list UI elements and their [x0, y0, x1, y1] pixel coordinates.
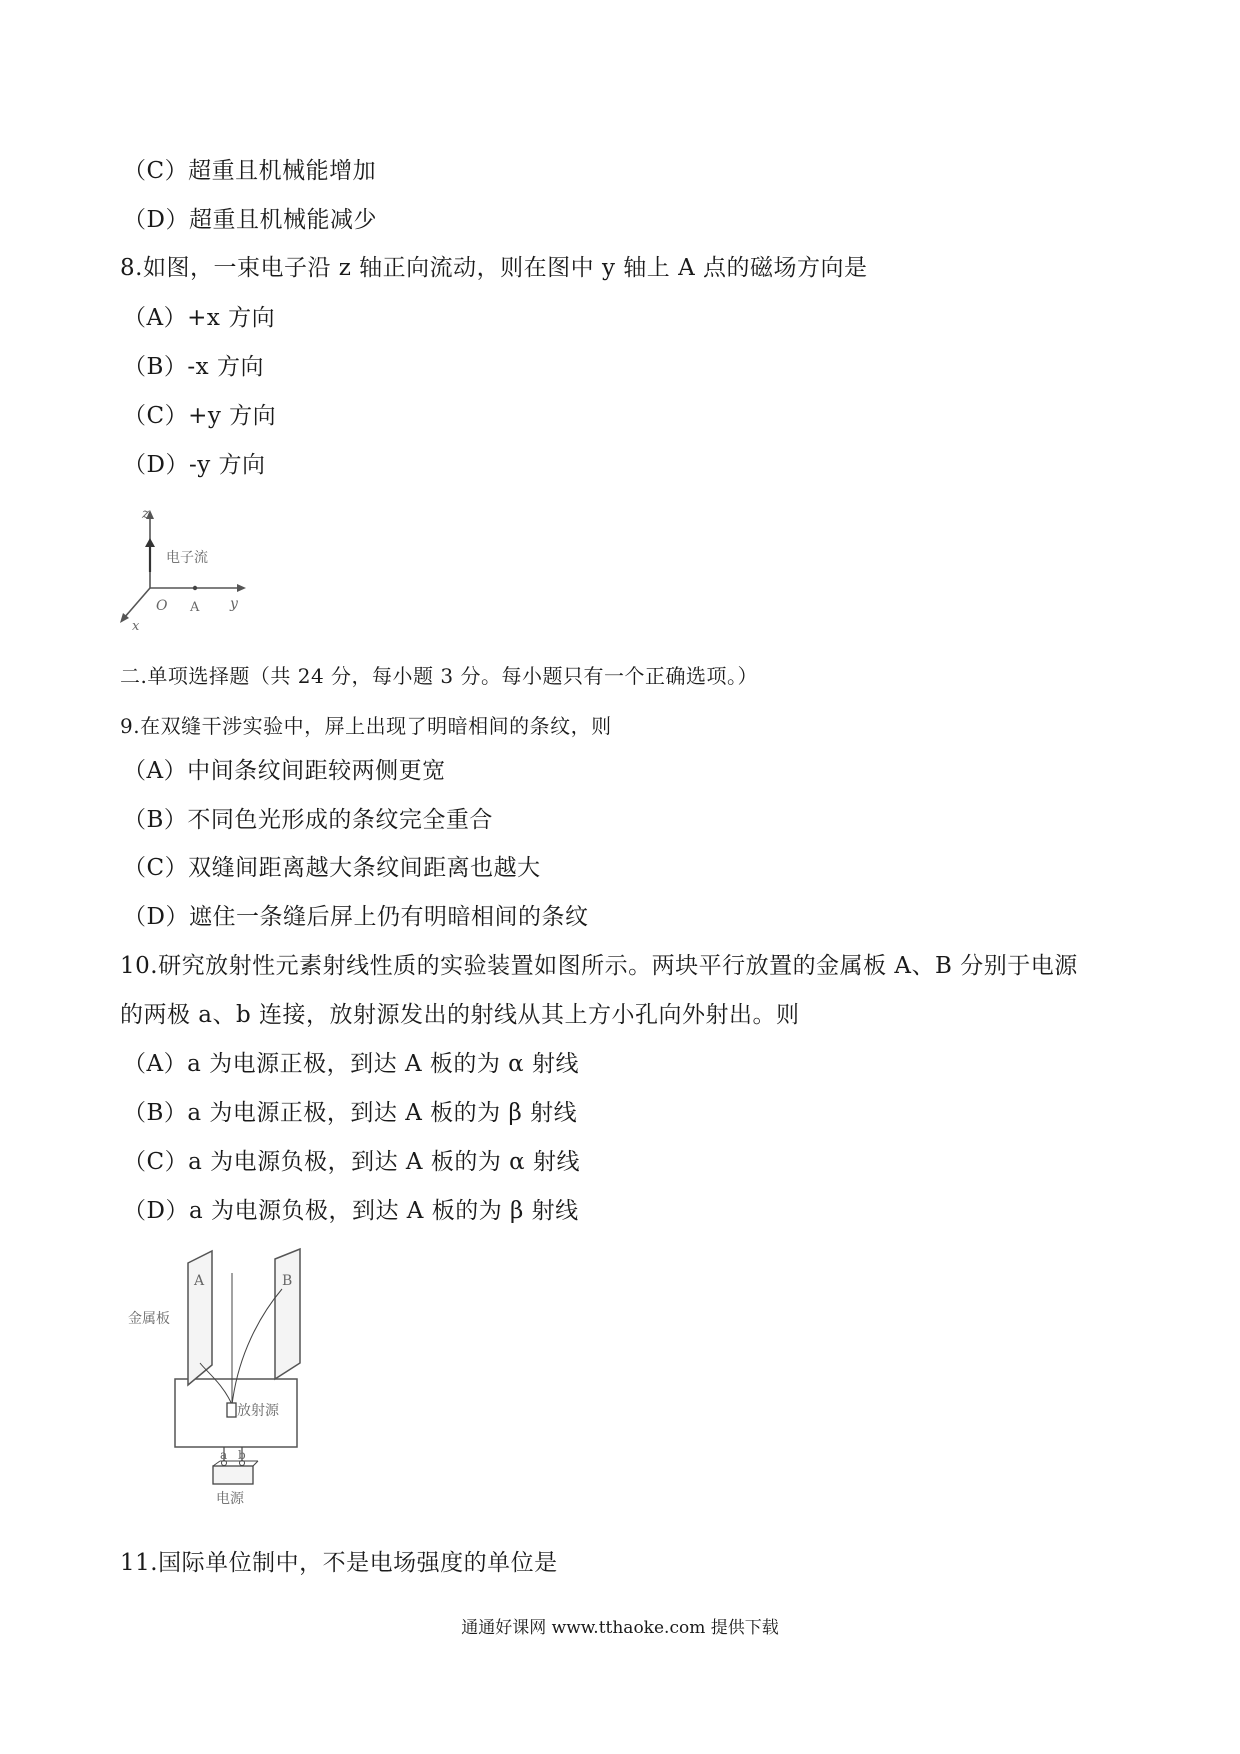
q10-stem-line1: 10.研究放射性元素射线性质的实验装置如图所示。两块平行放置的金属板 A、B 分别于电源	[120, 953, 1078, 979]
electron-beam-arrow	[145, 538, 155, 547]
metal-plate-label: 金属板	[128, 1311, 170, 1327]
y-label: y	[230, 596, 238, 612]
q8-option-d: （D）-y 方向	[123, 452, 266, 478]
origin-label: O	[156, 598, 168, 614]
q10-option-a: （A）a 为电源正极，到达 A 板的为 α 射线	[123, 1051, 580, 1077]
q10-figure	[120, 1245, 320, 1510]
q8-stem: 8.如图，一束电子沿 z 轴正向流动，则在图中 y 轴上 A 点的磁场方向是	[120, 255, 868, 281]
page-footer: 通通好课网 www.tthaoke.com 提供下载	[461, 1618, 779, 1638]
plate-a	[188, 1251, 212, 1385]
z-label: z	[142, 506, 150, 522]
q10-option-c: （C）a 为电源负极，到达 A 板的为 α 射线	[123, 1149, 581, 1175]
plate-b-label: B	[282, 1273, 293, 1289]
source-label: 放射源	[237, 1403, 279, 1419]
q9-stem: 9.在双缝干涉实验中，屏上出现了明暗相间的条纹，则	[120, 714, 612, 738]
q8-figure	[112, 500, 252, 635]
radioactive-source	[227, 1403, 236, 1417]
power-label: 电源	[216, 1491, 244, 1507]
q10-option-b: （B）a 为电源正极，到达 A 板的为 β 射线	[123, 1100, 578, 1126]
q8-option-a: （A）+x 方向	[123, 305, 276, 331]
beam-label: 电子流	[166, 550, 208, 566]
terminal-a-label: a	[220, 1448, 228, 1462]
section2-heading: 二.单项选择题（共 24 分，每小题 3 分。每小题只有一个正确选项。）	[120, 664, 758, 688]
q7-option-d: （D）超重且机械能减少	[123, 207, 377, 233]
q8-option-c: （C）+y 方向	[123, 403, 277, 429]
power-supply	[213, 1466, 253, 1484]
q10-option-d: （D）a 为电源负极，到达 A 板的为 β 射线	[123, 1198, 579, 1224]
q9-option-b: （B）不同色光形成的条纹完全重合	[123, 807, 493, 833]
q9-option-d: （D）遮住一条缝后屏上仍有明暗相间的条纹	[123, 904, 589, 930]
point-a	[193, 586, 197, 590]
plate-b	[275, 1249, 300, 1379]
y-axis-arrow	[237, 584, 246, 592]
q11-stem: 11.国际单位制中，不是电场强度的单位是	[120, 1550, 558, 1576]
terminal-b-label: b	[238, 1448, 246, 1462]
x-label: x	[132, 619, 140, 634]
point-a-label: A	[190, 600, 200, 615]
q9-option-a: （A）中间条纹间距较两侧更宽	[123, 758, 446, 784]
x-axis	[124, 588, 150, 618]
q8-option-b: （B）-x 方向	[123, 354, 264, 380]
q9-option-c: （C）双缝间距离越大条纹间距离也越大	[123, 855, 541, 881]
plate-a-label: A	[194, 1273, 205, 1289]
q7-option-c: （C）超重且机械能增加	[123, 158, 377, 184]
q10-stem-line2: 的两极 a、b 连接，放射源发出的射线从其上方小孔向外射出。则	[120, 1002, 800, 1028]
